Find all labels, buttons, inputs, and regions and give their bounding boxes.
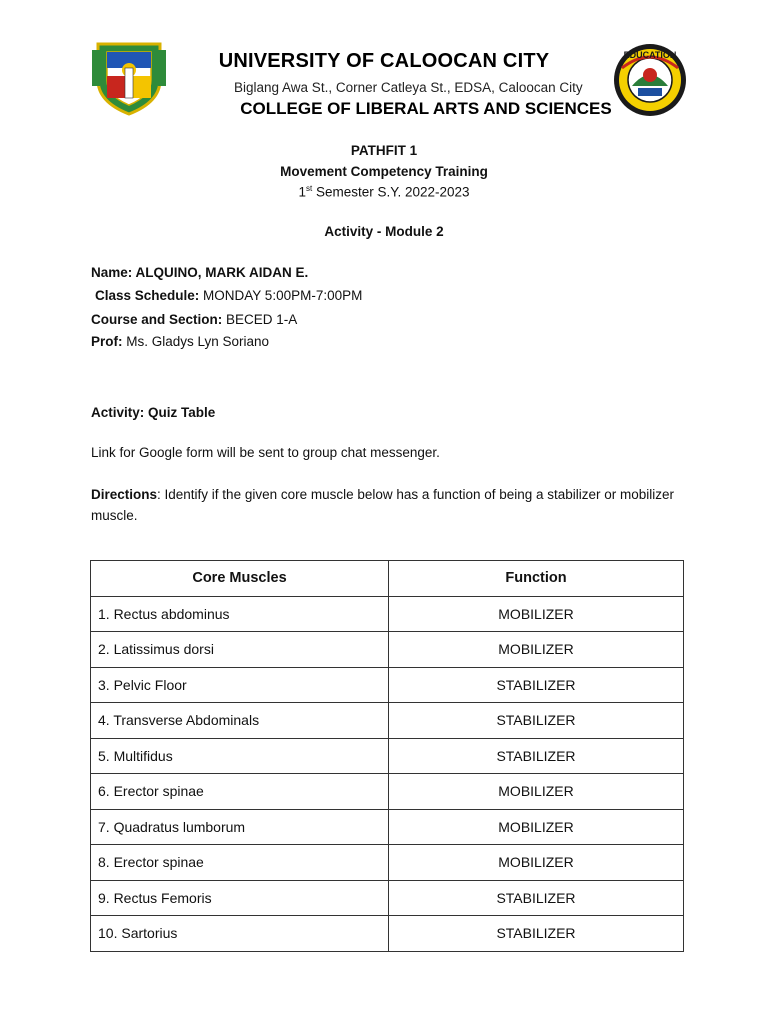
table-row xyxy=(91,809,684,845)
function-cell: STABILIZER xyxy=(389,667,684,703)
professor-name: Ms. Gladys Lyn Soriano xyxy=(126,334,270,349)
muscle-cell: 8. Erector spinae xyxy=(91,845,389,881)
directions xyxy=(91,484,691,526)
class-schedule-line xyxy=(95,288,362,303)
table-header-row xyxy=(91,561,684,597)
google-form-note: Link for Google form will be sent to group chat messenger. xyxy=(91,445,440,460)
education-logo-text: EDUCATION xyxy=(623,50,677,60)
table-row xyxy=(91,596,684,632)
semester-line xyxy=(0,184,768,200)
student-name-line xyxy=(91,265,308,280)
function-cell: STABILIZER xyxy=(389,738,684,774)
function-cell: STABILIZER xyxy=(389,703,684,739)
class-schedule: MONDAY 5:00PM-7:00PM xyxy=(203,288,363,303)
header-core-muscles: Core Muscles xyxy=(91,561,389,597)
table-row xyxy=(91,774,684,810)
schedule-label: Class Schedule: xyxy=(95,288,204,303)
course-title: Movement Competency Training xyxy=(280,164,488,179)
muscle-cell: 9. Rectus Femoris xyxy=(91,880,389,916)
course-section-line xyxy=(91,312,297,327)
function-cell: MOBILIZER xyxy=(389,809,684,845)
quiz-table xyxy=(90,560,684,952)
function-cell: MOBILIZER xyxy=(389,596,684,632)
muscle-cell: 6. Erector spinae xyxy=(91,774,389,810)
function-cell: MOBILIZER xyxy=(389,632,684,668)
activity-module-title: Activity - Module 2 xyxy=(324,224,444,239)
course-section: BECED 1-A xyxy=(226,312,298,327)
function-cell: STABILIZER xyxy=(389,880,684,916)
directions-label: Directions xyxy=(91,487,158,502)
muscle-cell: 5. Multifidus xyxy=(91,738,389,774)
activity-title: Activity: Quiz Table xyxy=(91,405,216,420)
muscle-cell: 3. Pelvic Floor xyxy=(91,667,389,703)
course-section-label: Course and Section: xyxy=(91,312,227,327)
university-title: UNIVERSITY OF CALOOCAN CITY xyxy=(218,50,550,72)
professor-line xyxy=(91,334,269,349)
directions-text: : Identify if the given core muscle below has a function of being a stabilizer or mobilizer muscle. xyxy=(91,487,675,523)
muscle-cell: 7. Quadratus lumborum xyxy=(91,809,389,845)
table-row xyxy=(91,880,684,916)
course-code: PATHFIT 1 xyxy=(350,143,418,158)
table-row xyxy=(91,667,684,703)
semester-text: Semester S.Y. 2022-2023 xyxy=(312,184,470,200)
semester-suffix: st xyxy=(305,184,313,193)
muscle-cell: 4. Transverse Abdominals xyxy=(91,703,389,739)
muscle-cell: 10. Sartorius xyxy=(91,916,389,952)
function-cell: STABILIZER xyxy=(389,916,684,952)
table-row xyxy=(91,916,684,952)
header-function: Function xyxy=(389,561,684,597)
semester-number: 1 xyxy=(298,184,306,200)
table-row xyxy=(91,845,684,881)
name-label: Name: xyxy=(91,265,136,280)
table-row xyxy=(91,738,684,774)
college-title: COLLEGE OF LIBERAL ARTS AND SCIENCES xyxy=(240,99,612,118)
table-row xyxy=(91,703,684,739)
muscle-cell: 2. Latissimus dorsi xyxy=(91,632,389,668)
function-cell: MOBILIZER xyxy=(389,845,684,881)
function-cell: MOBILIZER xyxy=(389,774,684,810)
prof-label: Prof: xyxy=(91,334,127,349)
university-address: Biglang Awa St., Corner Catleya St., EDSA, Caloocan City xyxy=(234,80,583,95)
table-row xyxy=(91,632,684,668)
muscle-cell: 1. Rectus abdominus xyxy=(91,596,389,632)
student-name: ALQUINO, MARK AIDAN E. xyxy=(135,265,309,280)
